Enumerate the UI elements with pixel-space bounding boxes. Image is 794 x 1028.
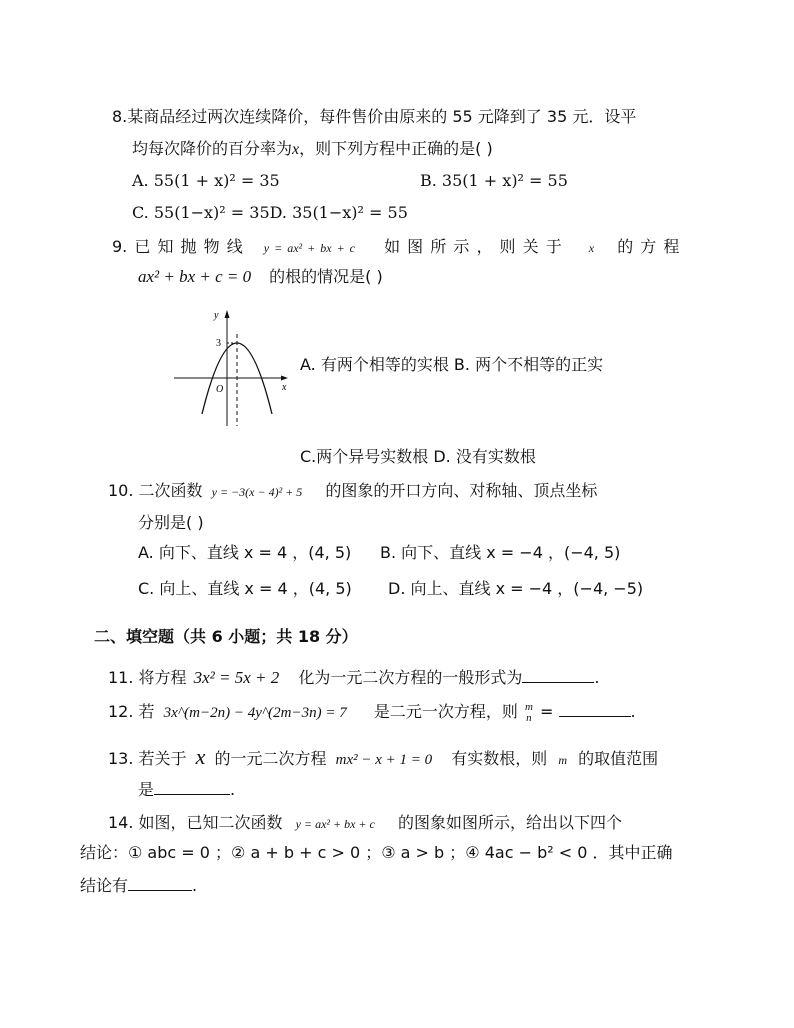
q13-line1 <box>108 746 658 771</box>
q12-pre: 12. 若 <box>108 702 155 721</box>
q12-frac-numerator: m <box>524 700 533 713</box>
q10-line1-pre: 10. 二次函数 <box>108 481 203 500</box>
q13-line2-pre: 是 <box>138 780 155 799</box>
q9-formula2: ax² + bx + c = 0 <box>138 267 252 286</box>
q10-option-a: A. 向下、直线 x = 4 ，(4, 5) <box>138 543 352 562</box>
q11-end: . <box>594 668 600 687</box>
q11-answer-blank[interactable] <box>522 666 594 683</box>
parabola-figure <box>170 306 290 430</box>
origin-label: O <box>216 384 224 395</box>
q13-end: . <box>230 780 236 799</box>
q10-option-d: D. 向上、直线 x = −4 ，(−4, −5) <box>388 579 644 598</box>
q10-line2: 分别是( ) <box>138 513 204 532</box>
q14-end: . <box>192 876 198 895</box>
q13-var: x <box>195 744 206 769</box>
q8-option-a: A. 55(1 + x)² = 35 <box>132 171 280 190</box>
q13-var2: m <box>558 753 567 767</box>
q9-formula1: y = ax² + bx + c <box>263 241 355 255</box>
q12-line <box>108 700 636 724</box>
q12-end: . <box>630 702 636 721</box>
q14-answer-blank[interactable] <box>128 874 192 891</box>
q13-answer-blank[interactable] <box>154 778 230 795</box>
q13-mid2: 有实数根，则 <box>451 749 548 768</box>
y-axis-arrow <box>225 310 230 318</box>
q9-options-cd: C.两个异号实数根 D. 没有实数根 <box>300 447 536 466</box>
q12-answer-blank[interactable] <box>559 700 631 717</box>
q9-line2-post: 的根的情况是( ) <box>269 267 383 286</box>
q8-line2-post: ，则下列方程中正确的是( ) <box>299 139 493 158</box>
q14-line1-pre: 14. 如图，已知二次函数 <box>108 813 283 832</box>
q9-line2 <box>138 266 383 288</box>
q14-line1-post: 的图象如图所示，给出以下四个 <box>397 813 622 832</box>
q9-line1-mid: 如 图 所 示 ， 则 关 于 <box>384 237 562 256</box>
q11-pre: 11. 将方程 <box>108 668 187 687</box>
y-axis-label: y <box>214 310 219 321</box>
q8-line1: 8.某商品经过两次连续降价，每件售价由原来的 55 元降到了 35 元．设平 <box>112 107 637 126</box>
vertex-y-label: 3 <box>216 338 221 349</box>
q9-line1-post: 的 方 程 <box>617 237 680 256</box>
q12-frac-denominator: n <box>526 711 532 724</box>
q14-line3 <box>80 874 197 897</box>
q14-line1 <box>108 812 622 835</box>
q10-option-b: B. 向下、直线 x = −4 ，(−4, 5) <box>380 543 621 562</box>
q12-formula: 3x^(m−2n) − 4y^(2m−3n) = 7 <box>163 705 347 721</box>
q10-formula: y = −3(x − 4)² + 5 <box>211 485 303 499</box>
q10-line1 <box>108 480 597 503</box>
q13-formula: mx² − x + 1 = 0 <box>335 752 433 768</box>
q10-option-c: C. 向上、直线 x = 4 ，(4, 5) <box>138 579 352 598</box>
q12-fraction <box>525 702 533 724</box>
q8-var: x <box>292 141 300 158</box>
q8-line2 <box>132 138 493 161</box>
q13-post: 的取值范围 <box>578 749 659 768</box>
q14-formula: y = ax² + bx + c <box>295 817 375 831</box>
x-axis-arrow <box>281 376 288 381</box>
q9-options-ab: A. 有两个相等的实根 B. 两个不相等的正实 <box>300 355 604 374</box>
x-axis-label: x <box>282 382 287 393</box>
q14-line2: 结论：① abc = 0 ；② a + b + c > 0 ；③ a > b ；④ 4ac − b² < 0 ．其中正确 <box>80 843 673 862</box>
section-heading: 二、填空题（共 6 小题；共 18 分） <box>94 627 358 646</box>
q11-formula: 3x² = 5x + 2 <box>193 668 280 687</box>
q10-line1-post: 的图象的开口方向、对称轴、顶点坐标 <box>325 481 598 500</box>
q9-line1 <box>112 236 679 259</box>
q9-line1-pre: 9. 已 知 抛 物 线 <box>112 237 243 256</box>
q11-post: 化为一元二次方程的一般形式为 <box>298 668 523 687</box>
q9-var: x <box>588 241 595 255</box>
q13-mid1: 的一元二次方程 <box>214 749 327 768</box>
q8-options-cd: C. 55(1−x)² = 35D. 35(1−x)² = 55 <box>132 203 408 222</box>
q13-pre: 13. 若关于 <box>108 749 187 768</box>
q13-line2 <box>138 778 235 801</box>
q14-line3-pre: 结论有 <box>80 876 129 895</box>
q8-option-b: B. 35(1 + x)² = 55 <box>420 171 568 190</box>
q8-line2-pre: 均每次降价的百分率为 <box>132 139 293 158</box>
q9-parabola-graph <box>170 306 290 430</box>
q12-equals: = <box>540 702 554 721</box>
q12-mid: 是二元一次方程，则 <box>373 702 518 721</box>
q11-line <box>108 666 599 689</box>
